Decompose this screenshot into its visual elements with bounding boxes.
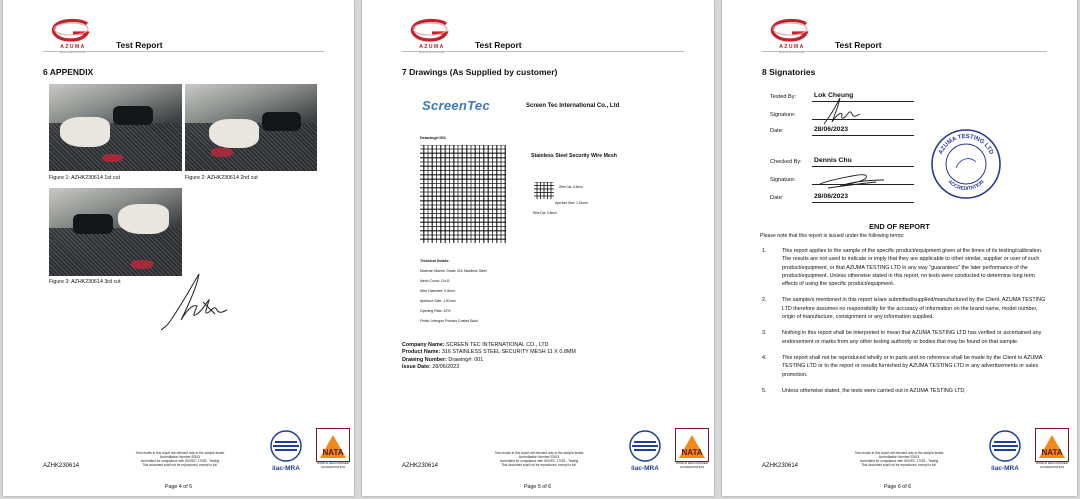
screentec-logo: ScreenTec bbox=[422, 98, 490, 113]
page-4 bbox=[3, 0, 354, 496]
ilac-mra-logo bbox=[628, 430, 662, 472]
drawing-title: Stainless Steel Security Wire Mesh bbox=[531, 153, 617, 159]
terms-list bbox=[762, 247, 1052, 403]
list-item: 5. Unless otherwise stated, the tests were carried out in AZUMA TESTING LTD, bbox=[762, 387, 966, 394]
svg-text:ilac-MRA: ilac-MRA bbox=[631, 465, 659, 472]
report-header bbox=[43, 18, 324, 52]
svg-text:NATA: NATA bbox=[1041, 448, 1063, 457]
section-title: 7 Drawings (As Supplied by customer) bbox=[402, 67, 558, 77]
tested-date: 28/06/2023 bbox=[814, 126, 849, 133]
footer-notice: Test results in this report are relevant only to the sample tested Accreditation Number:20513 Accredited for compliance with ISO/IEC 17025 - Testing This document shall not be reproduced, except in full. bbox=[135, 451, 225, 467]
page-number: Page 5 of 6 bbox=[524, 484, 552, 490]
section-title: 8 Signatories bbox=[762, 67, 816, 77]
report-title: Test Report bbox=[475, 40, 522, 50]
info-row: Product Name: 316 STAINLESS STEEL SECURITY MESH 11 X 0.8MM bbox=[402, 349, 576, 356]
technical-details: Technical Details: Material: Marine Grade 316 Stainless Steel Mesh Count: 11x11 Wire Diameter: 0.8mm Aperture Size: 1.51mm Opening Rate: 42% Finish: Intergon Powder Coated Back bbox=[420, 259, 487, 323]
list-item: 3. Nothing in this report shall be interpreted to mean that AZUMA TESTING LTD has verified or ascertained any endorsement or marks from any other testing authority or bodies that may be found on that sample. bbox=[762, 330, 1042, 345]
report-title: Test Report bbox=[116, 40, 163, 50]
signature-label: Signature: bbox=[770, 177, 796, 183]
drawing-number: Drawing#:001 bbox=[420, 135, 447, 140]
nata-logo: NATA ACCREDITATION bbox=[316, 428, 350, 472]
report-header bbox=[762, 18, 1047, 52]
ilac-mra-logo bbox=[269, 430, 303, 472]
footer-notice: Test results in this report are relevant only to the sample tested Accreditation Number:20513 Accredited for compliance with ISO/IEC 17025 - Testing This document shall not be reproduced, except in full. bbox=[494, 451, 584, 467]
page-number: Page 6 of 6 bbox=[884, 484, 912, 490]
list-item: 4. This report shall not be reproduced wholly or in parts and no reference shall be made by the Client to AZUMA TESTING LTD or to the report or results furnished by AZUMA TESTING LTD in any advertisements or sales promotion. bbox=[762, 354, 1043, 378]
header-divider bbox=[762, 51, 1047, 52]
drawing-company: Screen Tec International Co., Ltd bbox=[526, 103, 620, 109]
drawing-info bbox=[402, 342, 576, 372]
dim-wire-dia: Wire Dia. 0.8mm bbox=[533, 211, 557, 215]
svg-text:NATA: NATA bbox=[681, 448, 703, 457]
info-row: Drawing Number: Drawing#: 001 bbox=[402, 356, 484, 363]
figure-caption: Figure 1: AZHK230614 1st cut bbox=[49, 175, 120, 181]
azuma-logo bbox=[402, 18, 462, 52]
checker-signature bbox=[818, 168, 888, 190]
photo-first-cut bbox=[49, 84, 182, 171]
dim-aperture: Aperture Size: 1.51mm bbox=[555, 201, 588, 205]
report-id: AZHK230614 bbox=[762, 463, 799, 469]
checked-by-label: Checked By: bbox=[770, 159, 802, 165]
dim-wire-dia: Wire Dia. 0.8mm bbox=[559, 185, 583, 189]
page-6 bbox=[722, 0, 1077, 496]
svg-text:NATA: NATA bbox=[322, 448, 344, 457]
header-divider bbox=[43, 51, 324, 52]
report-title: Test Report bbox=[835, 40, 882, 50]
mesh-drawing bbox=[420, 145, 506, 243]
svg-text:ilac-MRA: ilac-MRA bbox=[991, 465, 1019, 472]
photo-second-cut bbox=[185, 84, 317, 171]
brand-sub: HONGKONG bbox=[419, 50, 445, 54]
figure-caption: Figure 2: AZHK230614 2nd cut bbox=[185, 175, 258, 181]
report-id: AZHK230614 bbox=[43, 463, 80, 469]
list-item: 1. This report applies to the sample of the specific product/equipment given at the times of its testing/calibration. The results are not used to indicate or imply that they are applicable to other similar, supplier or user of such product/equipment, or that AZUMA TESTING LTD in any way "guarantees" the later performance of the product/equipment. Unless otherwise stated in this report, no tests were conducted to determine long term effects of using the specific product/equipment. bbox=[762, 248, 1043, 288]
report-header bbox=[402, 18, 684, 52]
date-label: Date: bbox=[770, 195, 784, 201]
terms-note: Please note that this report is issued under the following terms: bbox=[760, 233, 905, 239]
brand-name: AZUMA bbox=[419, 44, 445, 50]
signature-label: Signature: bbox=[770, 112, 796, 118]
checked-date: 28/06/2023 bbox=[814, 193, 849, 200]
section-title: 6 APPENDIX bbox=[43, 67, 94, 77]
ilac-mra-logo bbox=[988, 430, 1022, 472]
footer-notice: Test results in this report are relevant only to the sample tested Accreditation Number:20513 Accredited for compliance with ISO/IEC 17025 - Testing This document shall not be reproduced, except in full. bbox=[854, 451, 944, 467]
list-item: 2. The sample/s mentioned in this report is/are submitted/supplied/manufactured by the Client. AZUMA TESTING LTD therefore assumes no responsibility for the accuracy of information on the brand name, model number, origin of manufacture, consignment or any information supplied. bbox=[762, 297, 1046, 321]
brand-sub: HONGKONG bbox=[60, 50, 86, 54]
info-row: Issue Date: 28/06/2023 bbox=[402, 364, 460, 371]
company-stamp bbox=[930, 128, 1002, 200]
handwritten-signature bbox=[153, 270, 233, 336]
svg-text:ACCREDITATION: ACCREDITATION bbox=[946, 178, 986, 193]
nata-logo: NATA ACCREDITATION bbox=[675, 428, 709, 472]
end-of-report: END OF REPORT bbox=[869, 222, 930, 231]
report-id: AZHK230614 bbox=[402, 463, 439, 469]
photo-third-cut bbox=[49, 188, 182, 276]
tested-by-label: Tested By: bbox=[770, 94, 797, 100]
brand-name: AZUMA bbox=[779, 44, 805, 50]
brand-name: AZUMA bbox=[60, 44, 86, 50]
info-row: Company Name: SCREEN TEC INTERNATIONAL CO., LTD bbox=[402, 342, 549, 348]
header-divider bbox=[402, 51, 684, 52]
nata-logo: NATA ACCREDITATION bbox=[1035, 428, 1069, 472]
date-label: Date: bbox=[770, 128, 784, 134]
brand-sub: HONGKONG bbox=[779, 50, 805, 54]
azuma-logo bbox=[762, 18, 822, 52]
tester-signature bbox=[822, 96, 862, 126]
mesh-detail bbox=[534, 182, 554, 199]
page-number: Page 4 of 6 bbox=[165, 484, 193, 490]
checked-by-name: Dennis Chu bbox=[814, 157, 852, 164]
svg-text:AZUMA TESTING LTD: AZUMA TESTING LTD bbox=[938, 133, 994, 156]
svg-text:ilac-MRA: ilac-MRA bbox=[272, 465, 300, 472]
page-5 bbox=[362, 0, 714, 496]
azuma-logo bbox=[43, 18, 103, 52]
tested-by-name: Lok Cheung bbox=[814, 92, 854, 99]
figure-caption: Figure 3: AZHK230614 3rd cut bbox=[49, 279, 121, 285]
